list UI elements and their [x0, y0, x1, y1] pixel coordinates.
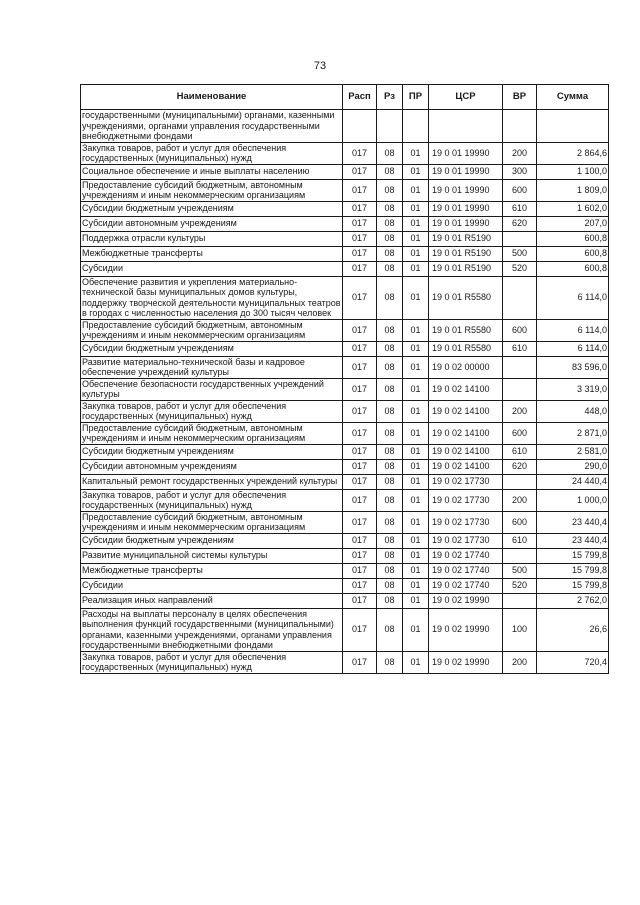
cell-vr: [503, 231, 537, 246]
cell-name: Межбюджетные трансферты: [81, 563, 343, 578]
cell-rasp: 017: [343, 651, 377, 673]
cell-name: Обеспечение безопасности государственных учреждений культуры: [81, 378, 343, 400]
cell-pr: 01: [403, 578, 429, 593]
cell-name: Субсидии: [81, 261, 343, 276]
cell-sum: 15 799,8: [537, 548, 609, 563]
cell-pr: 01: [403, 246, 429, 261]
cell-name: Субсидии бюджетным учреждениям: [81, 201, 343, 216]
cell-sum: 720,4: [537, 651, 609, 673]
cell-rasp: 017: [343, 246, 377, 261]
cell-rasp: 017: [343, 261, 377, 276]
cell-sum: 448,0: [537, 400, 609, 422]
cell-rz: 08: [377, 474, 403, 489]
table-row: [81, 319, 609, 341]
cell-vr: 600: [503, 511, 537, 533]
table-row: [81, 378, 609, 400]
cell-vr: 600: [503, 319, 537, 341]
table-row: [81, 110, 609, 143]
table-row: [81, 246, 609, 261]
cell-sum: 1 000,0: [537, 489, 609, 511]
cell-rz: 08: [377, 201, 403, 216]
table-row: [81, 548, 609, 563]
cell-pr: 01: [403, 651, 429, 673]
cell-pr: 01: [403, 511, 429, 533]
cell-pr: 01: [403, 378, 429, 400]
cell-name: Субсидии: [81, 578, 343, 593]
cell-vr: 610: [503, 533, 537, 548]
cell-sum: 83 596,0: [537, 356, 609, 378]
cell-rasp: 017: [343, 400, 377, 422]
cell-pr: 01: [403, 489, 429, 511]
cell-rz: 08: [377, 276, 403, 319]
cell-name: Капитальный ремонт государственных учреждений культуры: [81, 474, 343, 489]
cell-rz: 08: [377, 356, 403, 378]
table-row: [81, 231, 609, 246]
cell-rz: [377, 110, 403, 143]
cell-pr: 01: [403, 319, 429, 341]
cell-sum: 207,0: [537, 216, 609, 231]
cell-rz: 08: [377, 593, 403, 608]
cell-csr: 19 0 02 00000: [429, 356, 503, 378]
cell-pr: 01: [403, 164, 429, 179]
cell-pr: 01: [403, 563, 429, 578]
cell-vr: 300: [503, 164, 537, 179]
header-vr: ВР: [503, 85, 537, 110]
cell-pr: 01: [403, 231, 429, 246]
cell-rasp: 017: [343, 608, 377, 651]
table-row: [81, 489, 609, 511]
cell-name: Предоставление субсидий бюджетным, автономным учреждениям и иным некоммерческим организациям: [81, 319, 343, 341]
table-row: [81, 459, 609, 474]
cell-rasp: 017: [343, 179, 377, 201]
cell-rz: 08: [377, 179, 403, 201]
cell-name: Закупка товаров, работ и услуг для обеспечения государственных (муниципальных) нужд: [81, 400, 343, 422]
cell-name: Закупка товаров, работ и услуг для обеспечения государственных (муниципальных) нужд: [81, 651, 343, 673]
header-sum: Сумма: [537, 85, 609, 110]
cell-rz: 08: [377, 319, 403, 341]
cell-rz: 08: [377, 651, 403, 673]
cell-sum: 2 871,0: [537, 422, 609, 444]
cell-sum: 2 864,6: [537, 142, 609, 164]
cell-rz: 08: [377, 246, 403, 261]
cell-pr: [403, 110, 429, 143]
table-row: [81, 341, 609, 356]
cell-rasp: 017: [343, 378, 377, 400]
cell-csr: 19 0 02 17740: [429, 563, 503, 578]
cell-csr: 19 0 02 17730: [429, 489, 503, 511]
cell-name: Социальное обеспечение и иные выплаты населению: [81, 164, 343, 179]
cell-csr: 19 0 02 14100: [429, 422, 503, 444]
cell-name: Развитие муниципальной системы культуры: [81, 548, 343, 563]
cell-name: Субсидии бюджетным учреждениям: [81, 341, 343, 356]
cell-vr: 520: [503, 578, 537, 593]
cell-rasp: 017: [343, 356, 377, 378]
cell-vr: 520: [503, 261, 537, 276]
cell-sum: 6 114,0: [537, 341, 609, 356]
cell-sum: [537, 110, 609, 143]
cell-pr: 01: [403, 533, 429, 548]
cell-sum: 23 440,4: [537, 533, 609, 548]
cell-rasp: 017: [343, 459, 377, 474]
cell-pr: 01: [403, 142, 429, 164]
cell-pr: 01: [403, 276, 429, 319]
cell-rasp: 017: [343, 341, 377, 356]
cell-csr: 19 0 01 R5580: [429, 319, 503, 341]
cell-sum: 24 440,4: [537, 474, 609, 489]
table-row: [81, 142, 609, 164]
table-row: [81, 593, 609, 608]
table-row: [81, 444, 609, 459]
cell-name: Обеспечение развития и укрепления материально-технической базы муниципальных домов культуры, поддержку творческой деятельности муниципальных театров в городах с численностью населения до 300 тысяч человек: [82, 276, 341, 318]
cell-csr: 19 0 02 17740: [429, 578, 503, 593]
cell-vr: 620: [503, 216, 537, 231]
cell-sum: 15 799,8: [537, 563, 609, 578]
cell-sum: 290,0: [537, 459, 609, 474]
cell-rasp: 017: [343, 201, 377, 216]
table-row: [81, 276, 609, 319]
cell-sum: 6 114,0: [537, 319, 609, 341]
table-row: [81, 608, 609, 651]
table-row: [81, 578, 609, 593]
cell-csr: 19 0 02 14100: [429, 378, 503, 400]
cell-vr: 620: [503, 459, 537, 474]
cell-rz: 08: [377, 142, 403, 164]
cell-vr: 610: [503, 444, 537, 459]
cell-rz: 08: [377, 563, 403, 578]
cell-pr: 01: [403, 261, 429, 276]
table-row: [81, 261, 609, 276]
cell-vr: 610: [503, 201, 537, 216]
table-row: [81, 201, 609, 216]
cell-rasp: 017: [343, 231, 377, 246]
cell-name: Закупка товаров, работ и услуг для обеспечения государственных (муниципальных) нужд: [81, 489, 343, 511]
cell-rz: 08: [377, 578, 403, 593]
cell-csr: 19 0 02 19990: [429, 651, 503, 673]
cell-rz: 08: [377, 459, 403, 474]
cell-csr: 19 0 01 R5190: [429, 231, 503, 246]
cell-vr: [503, 378, 537, 400]
cell-pr: 01: [403, 341, 429, 356]
cell-sum: 600,8: [537, 261, 609, 276]
cell-rz: 08: [377, 489, 403, 511]
cell-csr: [429, 110, 503, 143]
cell-rasp: 017: [343, 319, 377, 341]
cell-csr: 19 0 02 19990: [429, 608, 503, 651]
cell-vr: 100: [503, 608, 537, 651]
cell-rz: 08: [377, 231, 403, 246]
cell-rasp: 017: [343, 164, 377, 179]
table-body: [81, 110, 609, 674]
table-row: [81, 563, 609, 578]
table-row: [81, 400, 609, 422]
table-row: [81, 216, 609, 231]
table-row: [81, 533, 609, 548]
cell-sum: 15 799,8: [537, 578, 609, 593]
cell-csr: 19 0 01 R5190: [429, 261, 503, 276]
cell-rz: 08: [377, 608, 403, 651]
cell-name: Субсидии автономным учреждениям: [81, 216, 343, 231]
table-row: [81, 422, 609, 444]
cell-vr: 200: [503, 142, 537, 164]
cell-vr: 600: [503, 422, 537, 444]
table-row: [81, 651, 609, 673]
cell-rasp: 017: [343, 142, 377, 164]
cell-vr: [503, 276, 537, 319]
cell-sum: 1 100,0: [537, 164, 609, 179]
cell-rz: 08: [377, 261, 403, 276]
cell-pr: 01: [403, 356, 429, 378]
header-rasp: Расп: [343, 85, 377, 110]
cell-rz: 08: [377, 444, 403, 459]
cell-pr: 01: [403, 400, 429, 422]
page-number: 73: [313, 60, 327, 72]
cell-sum: 1 809,0: [537, 179, 609, 201]
cell-rz: 08: [377, 216, 403, 231]
budget-table: [80, 84, 609, 674]
cell-rz: 08: [377, 548, 403, 563]
cell-rasp: 017: [343, 578, 377, 593]
cell-rasp: 017: [343, 548, 377, 563]
header-name: Наименование: [81, 85, 343, 110]
cell-vr: 500: [503, 246, 537, 261]
cell-pr: 01: [403, 179, 429, 201]
cell-vr: 200: [503, 400, 537, 422]
cell-vr: [503, 110, 537, 143]
cell-rasp: 017: [343, 533, 377, 548]
cell-rz: 08: [377, 164, 403, 179]
cell-csr: 19 0 01 R5580: [429, 341, 503, 356]
cell-name: Поддержка отрасли культуры: [81, 231, 343, 246]
cell-rasp: 017: [343, 593, 377, 608]
cell-rasp: 017: [343, 474, 377, 489]
cell-pr: 01: [403, 474, 429, 489]
cell-vr: 500: [503, 563, 537, 578]
cell-csr: 19 0 02 17740: [429, 548, 503, 563]
cell-csr: 19 0 01 19990: [429, 179, 503, 201]
cell-csr: 19 0 02 14100: [429, 400, 503, 422]
header-pr: ПР: [403, 85, 429, 110]
cell-name: Межбюджетные трансферты: [81, 246, 343, 261]
cell-vr: [503, 356, 537, 378]
header-csr: ЦСР: [429, 85, 503, 110]
cell-pr: 01: [403, 459, 429, 474]
cell-csr: 19 0 02 14100: [429, 459, 503, 474]
cell-csr: 19 0 01 19990: [429, 164, 503, 179]
cell-name: Предоставление субсидий бюджетным, автономным учреждениям и иным некоммерческим организациям: [81, 422, 343, 444]
cell-sum: 2 762,0: [537, 593, 609, 608]
cell-name: Предоставление субсидий бюджетным, автономным учреждениям и иным некоммерческим организациям: [81, 179, 343, 201]
cell-csr: 19 0 02 17730: [429, 511, 503, 533]
cell-name: Развитие материально-технической базы и кадровое обеспечение учреждений культуры: [81, 356, 343, 378]
cell-sum: 6 114,0: [537, 276, 609, 319]
cell-csr: 19 0 02 19990: [429, 593, 503, 608]
cell-csr: 19 0 01 19990: [429, 142, 503, 164]
cell-vr: 200: [503, 651, 537, 673]
header-rz: Рз: [377, 85, 403, 110]
cell-sum: 600,8: [537, 231, 609, 246]
cell-vr: 600: [503, 179, 537, 201]
cell-rasp: 017: [343, 511, 377, 533]
cell-rz: 08: [377, 422, 403, 444]
cell-sum: 26,6: [537, 608, 609, 651]
cell-csr: 19 0 01 R5580: [429, 276, 503, 319]
cell-rz: 08: [377, 511, 403, 533]
cell-name: Предоставление субсидий бюджетным, автономным учреждениям и иным некоммерческим организациям: [81, 511, 343, 533]
cell-sum: 23 440,4: [537, 511, 609, 533]
cell-rasp: 017: [343, 489, 377, 511]
cell-sum: 2 581,0: [537, 444, 609, 459]
cell-name: Субсидии бюджетным учреждениям: [81, 444, 343, 459]
cell-vr: [503, 474, 537, 489]
cell-vr: 200: [503, 489, 537, 511]
cell-name: Субсидии бюджетным учреждениям: [81, 533, 343, 548]
cell-rasp: 017: [343, 216, 377, 231]
cell-rasp: [343, 110, 377, 143]
cell-pr: 01: [403, 444, 429, 459]
cell-pr: 01: [403, 548, 429, 563]
cell-pr: 01: [403, 201, 429, 216]
cell-rz: 08: [377, 400, 403, 422]
cell-rz: 08: [377, 341, 403, 356]
cell-name: Реализация иных направлений: [81, 593, 343, 608]
cell-sum: 1 602,0: [537, 201, 609, 216]
cell-csr: 19 0 01 R5190: [429, 246, 503, 261]
cell-rasp: 017: [343, 444, 377, 459]
cell-name: Субсидии автономным учреждениям: [81, 459, 343, 474]
cell-rasp: 017: [343, 422, 377, 444]
table-row: [81, 356, 609, 378]
table-row: [81, 164, 609, 179]
cell-vr: [503, 548, 537, 563]
table-row: [81, 179, 609, 201]
cell-csr: 19 0 01 19990: [429, 201, 503, 216]
table-row: [81, 474, 609, 489]
cell-pr: 01: [403, 593, 429, 608]
cell-pr: 01: [403, 422, 429, 444]
table-row: [81, 511, 609, 533]
cell-rasp: 017: [343, 276, 377, 319]
cell-sum: 3 319,0: [537, 378, 609, 400]
cell-rasp: 017: [343, 563, 377, 578]
cell-name: Расходы на выплаты персоналу в целях обеспечения выполнения функций государственными (муниципальными) органами, казенными учреждениями, органами управления государственными внебюджетными фондами: [81, 608, 343, 651]
cell-vr: 610: [503, 341, 537, 356]
cell-vr: [503, 593, 537, 608]
cell-name: государственными (муниципальными) органами, казенными учреждениями, органами управления государственными внебюджетными фондами: [81, 110, 343, 143]
cell-rz: 08: [377, 533, 403, 548]
table-header-row: [81, 85, 609, 110]
cell-pr: 01: [403, 216, 429, 231]
cell-csr: 19 0 02 17730: [429, 474, 503, 489]
cell-sum: 600,8: [537, 246, 609, 261]
cell-rz: 08: [377, 378, 403, 400]
cell-pr: 01: [403, 608, 429, 651]
cell-name: Закупка товаров, работ и услуг для обеспечения государственных (муниципальных) нужд: [81, 142, 343, 164]
cell-csr: 19 0 02 14100: [429, 444, 503, 459]
cell-csr: 19 0 01 19990: [429, 216, 503, 231]
cell-csr: 19 0 02 17730: [429, 533, 503, 548]
